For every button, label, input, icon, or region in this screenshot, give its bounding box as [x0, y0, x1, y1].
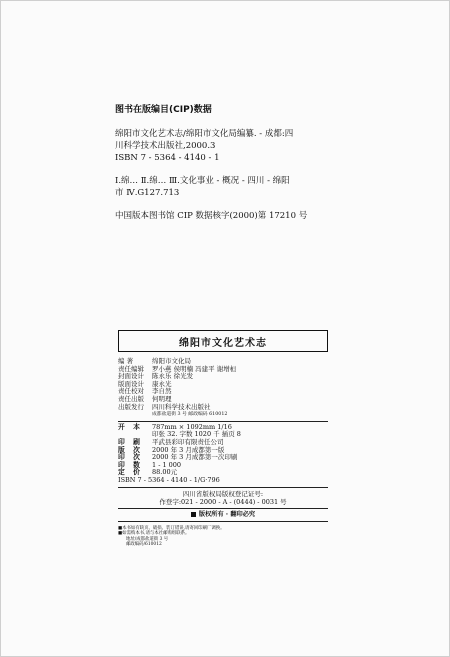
- print-value: 2000 年 3 月成都第一次印刷: [152, 453, 238, 462]
- cip-block: [115, 104, 415, 222]
- copyright-registration: [118, 490, 328, 506]
- credit-row: [118, 366, 328, 374]
- note-line: ■如需购本书,请与本社邮购组联系。: [118, 531, 190, 537]
- credit-value: 陈永乐 徐光发: [152, 372, 194, 381]
- note-address: 地址/成都盐道街 3 号: [126, 536, 169, 542]
- credits-list: [118, 358, 328, 419]
- credit-row: [118, 396, 328, 404]
- divider: [118, 508, 328, 509]
- publisher-address: 成都盐道街 3 号 邮政编码 610012: [152, 412, 228, 418]
- credit-value: 何明理: [152, 394, 172, 403]
- credit-value: 罗小燕 侯明楠 冯建平 谢增桓: [152, 364, 237, 373]
- cip-heading: 图书在版编目(CIP)数据: [115, 105, 212, 115]
- credit-label: 责任出版: [118, 394, 144, 403]
- credit-label: [118, 411, 152, 419]
- credit-label: 责任校对: [118, 387, 144, 396]
- print-value: 787mm × 1092mm 1/16: [152, 422, 232, 431]
- cip-subject: 市 Ⅳ.G127.713: [115, 188, 180, 198]
- cip-line: 绵阳市文化艺术志/绵阳市文化局编纂. - 成都:四: [115, 129, 294, 139]
- credit-value: 李自然: [152, 387, 172, 396]
- print-value: 88.00元: [152, 468, 178, 477]
- credit-row: [118, 411, 328, 419]
- print-value: 平武县彩印有限责任公司: [152, 437, 224, 446]
- registration-number: 作登字:021 - 2000 - A - (0444) - 0031 号: [159, 497, 287, 506]
- cip-subject: Ⅰ.绵… Ⅱ.绵… Ⅲ.文化事业 - 概况 - 四川 - 绵阳: [115, 176, 290, 186]
- print-label: 开 本: [118, 422, 143, 431]
- print-details: [118, 424, 328, 485]
- credit-row: [118, 373, 328, 381]
- cip-core-data: 中国版本图书馆 CIP 数据核字(2000)第 17210 号: [115, 211, 308, 221]
- divider: [118, 421, 328, 422]
- divider: [118, 487, 328, 488]
- print-label: 印 刷: [118, 437, 143, 446]
- print-row: [118, 462, 328, 470]
- credit-label: 封面设计: [118, 372, 144, 381]
- cip-isbn: ISBN 7 - 5364 - 4140 - 1: [115, 153, 220, 163]
- print-label: 印 次: [118, 453, 143, 462]
- credit-label: 版面设计: [118, 379, 144, 388]
- print-label: 版 次: [118, 445, 143, 454]
- note-line: ■本书如有缺页、破损、装订错误,请寄回印刷厂调换。: [118, 525, 225, 531]
- credit-row: [118, 388, 328, 396]
- credit-row: [118, 381, 328, 389]
- print-value: 1 - 1 000: [152, 460, 182, 469]
- credit-value: 康永光: [152, 379, 172, 388]
- isbn-row: [118, 477, 328, 485]
- print-value: 印张 32. 字数 1020 千 插页 8: [152, 430, 241, 439]
- reader-notes: [118, 526, 328, 548]
- colophon-isbn: ISBN 7 - 5364 - 4140 - 1/G·796: [118, 475, 220, 484]
- registration-line: 四川省版权局版权登记证号:: [182, 489, 264, 498]
- colophon-title: 绵阳市文化艺术志: [118, 330, 328, 352]
- print-label: 印 数: [118, 460, 143, 469]
- print-value: 2000 年 3 月成都第一版: [152, 445, 225, 454]
- credit-row: [118, 404, 328, 412]
- credit-value: 绵阳市文化局: [152, 357, 191, 365]
- note-postcode: 邮政编码/610012: [126, 542, 162, 548]
- rights-text: 版权所有 · 翻印必究: [198, 510, 256, 518]
- rights-statement: [118, 511, 328, 519]
- credit-label: 出版发行: [118, 402, 144, 411]
- credit-value: 四川科学技术出版社: [152, 402, 211, 411]
- square-bullet-icon: [191, 512, 196, 517]
- credit-label: 责任编辑: [118, 364, 144, 373]
- colophon: [118, 330, 328, 548]
- print-row: [118, 454, 328, 462]
- credit-label: 编 著: [118, 357, 134, 365]
- print-label: 定 价: [118, 468, 143, 477]
- divider: [118, 521, 328, 522]
- cip-line: 川科学技术出版社,2000.3: [115, 141, 216, 151]
